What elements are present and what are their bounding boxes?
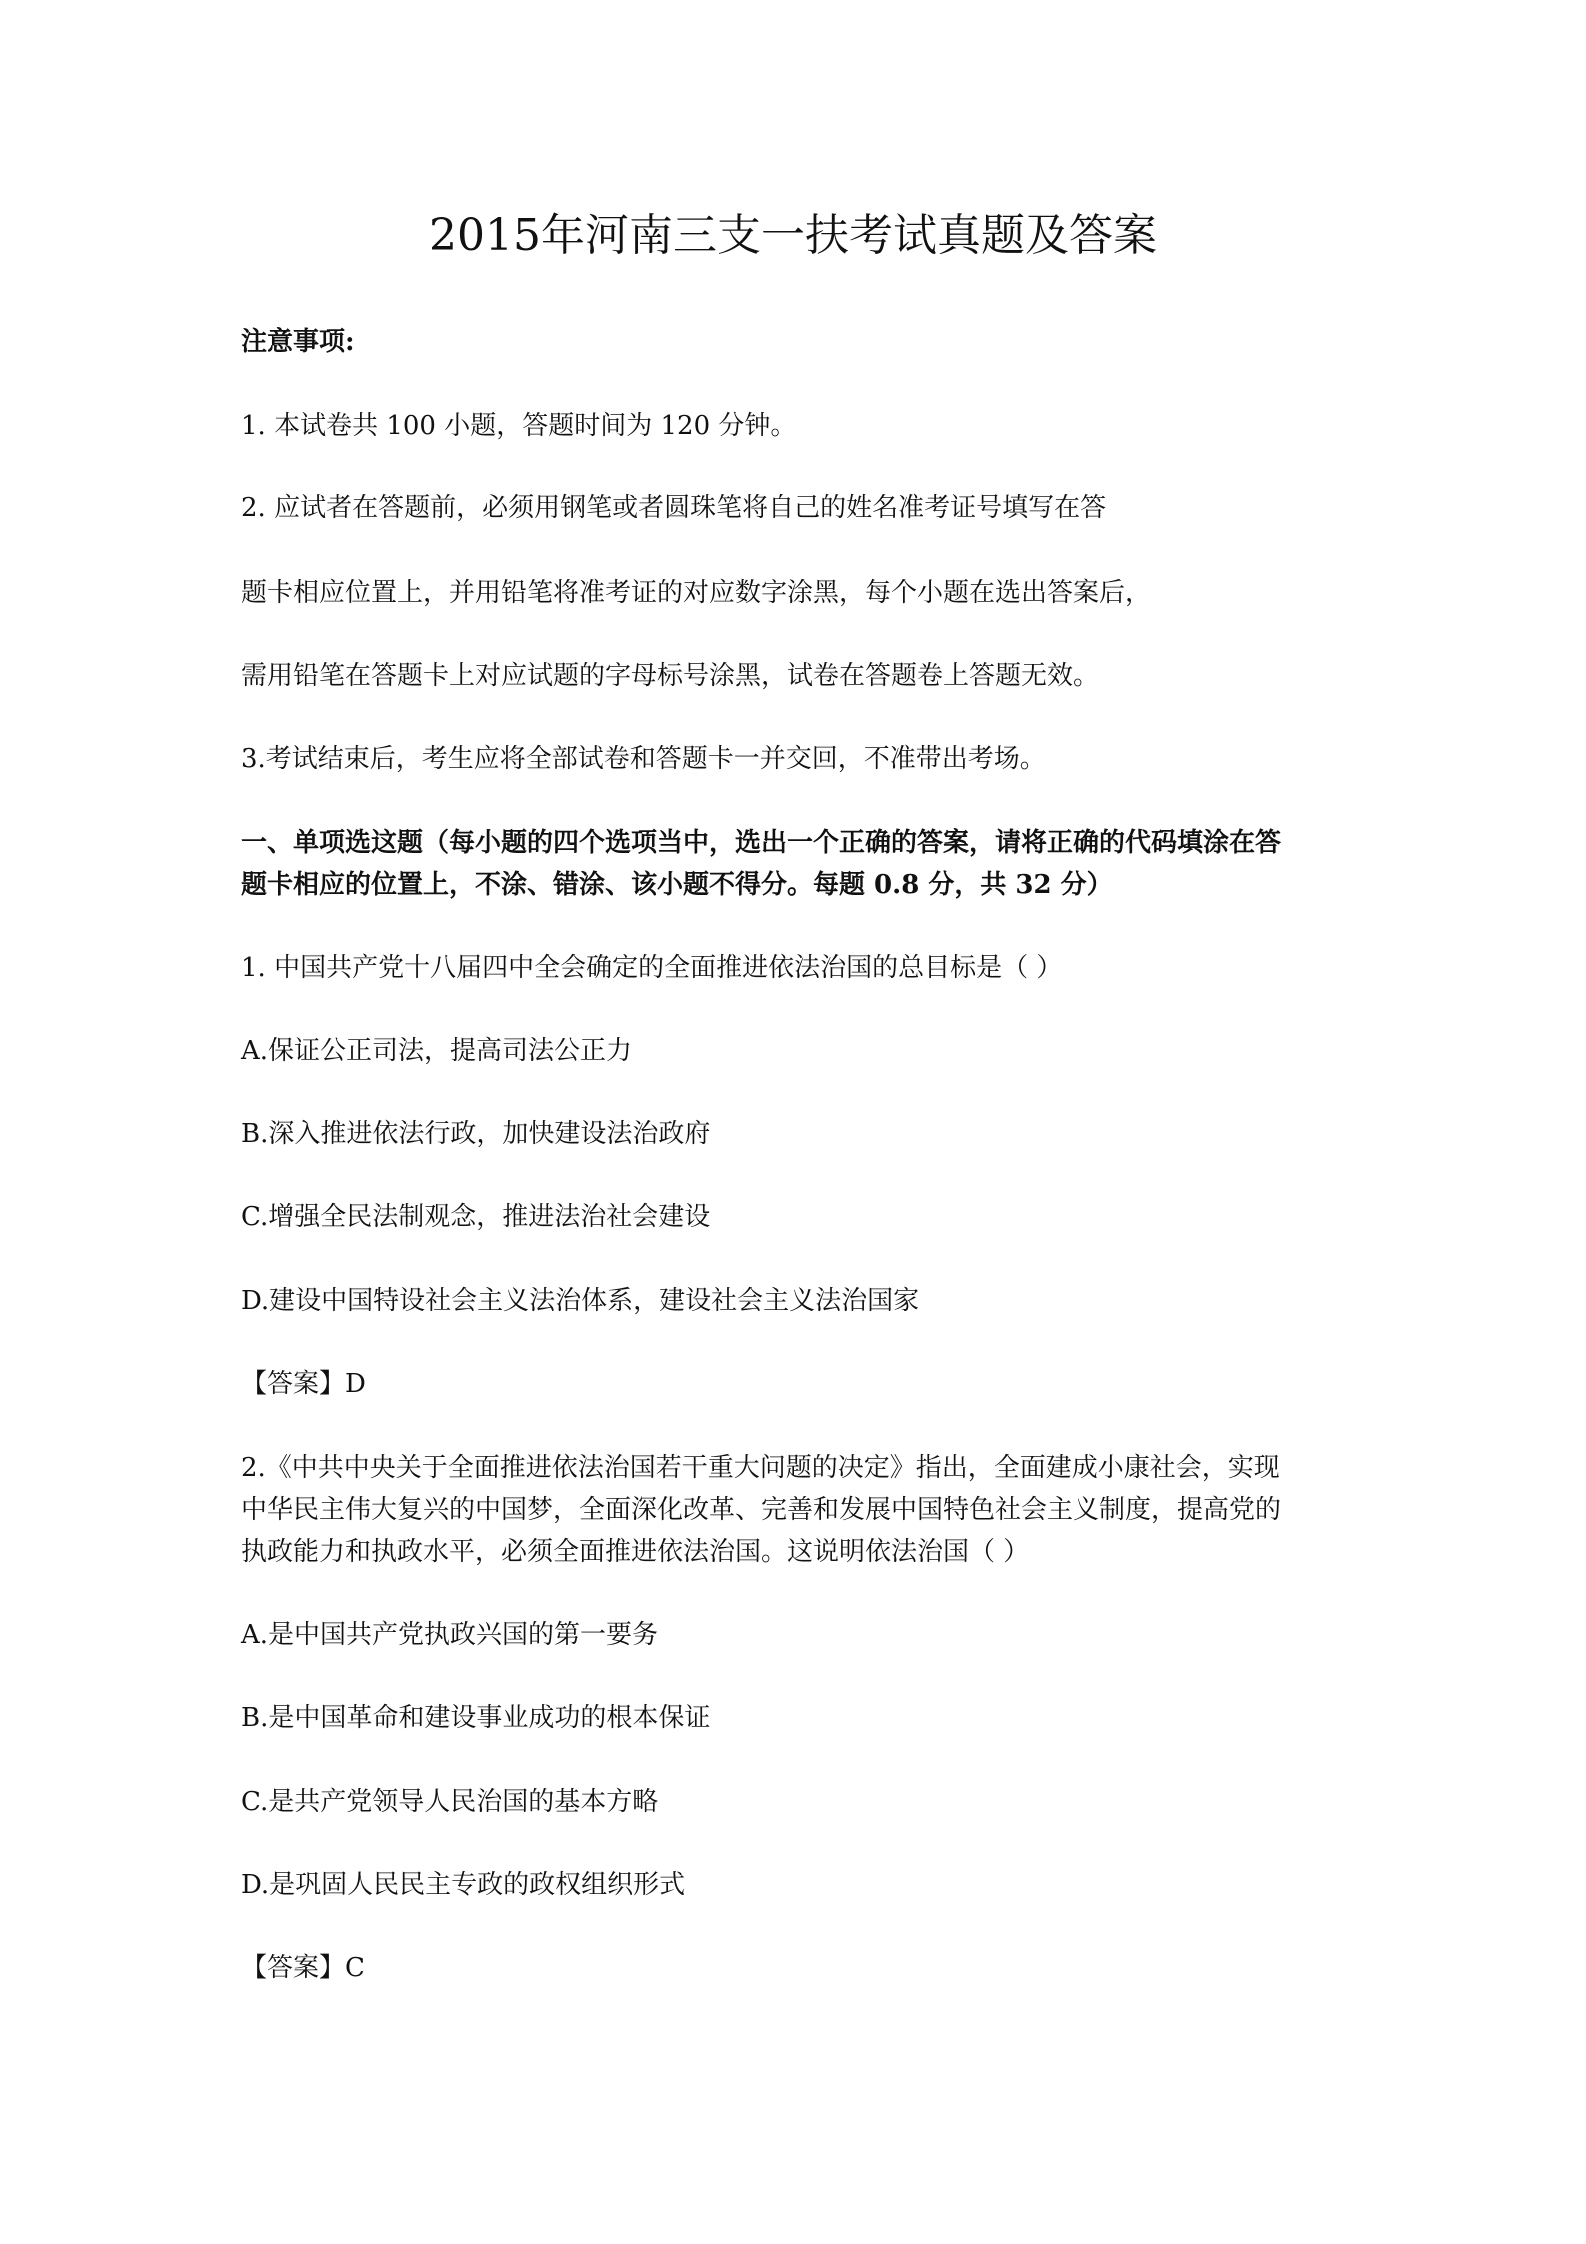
question-2-answer: 【答案】C — [241, 1953, 365, 1983]
note-line-4: 需用铅笔在答题卡上对应试题的字母标号涂黑，试卷在答题卷上答题无效。 — [241, 661, 1100, 691]
question-2-option-c: C.是共产党领导人民治国的基本方略 — [241, 1787, 659, 1817]
note-line-5: 3.考试结束后，考生应将全部试卷和答题卡一并交回，不准带出考场。 — [241, 744, 1046, 774]
note-line-2: 2. 应试者在答题前，必须用钢笔或者圆珠笔将自己的姓名准考证号填写在答 — [241, 493, 1107, 523]
question-2-stem-line-2: 中华民主伟大复兴的中国梦，全面深化改革、完善和发展中国特色社会主义制度，提高党的 — [241, 1495, 1282, 1525]
note-line-3: 题卡相应位置上，并用铅笔将准考证的对应数字涂黑，每个小题在选出答案后， — [241, 578, 1152, 608]
page-title: 2015年河南三支一扶考试真题及答案 — [429, 210, 1157, 261]
question-1-option-b: B.深入推进依法行政，加快建设法治政府 — [241, 1119, 711, 1149]
question-1-option-a: A.保证公正司法，提高司法公正力 — [241, 1036, 633, 1066]
question-1-option-c: C.增强全民法制观念，推进法治社会建设 — [241, 1202, 711, 1232]
question-2-option-d: D.是巩固人民民主专政的政权组织形式 — [241, 1870, 686, 1900]
question-2-option-b: B.是中国革命和建设事业成功的根本保证 — [241, 1703, 711, 1733]
section-heading-line-1: 一、单项选这题（每小题的四个选项当中，选出一个正确的答案，请将正确的代码填涂在答 — [241, 828, 1282, 858]
notes-heading: 注意事项: — [241, 327, 355, 357]
question-1-stem: 1. 中国共产党十八届四中全会确定的全面推进依法治国的总目标是（ ） — [241, 953, 1063, 983]
question-1-option-d: D.建设中国特设社会主义法治体系，建设社会主义法治国家 — [241, 1286, 920, 1316]
note-line-1: 1. 本试卷共 100 小题，答题时间为 120 分钟。 — [241, 411, 797, 441]
question-1-answer: 【答案】D — [241, 1369, 366, 1399]
section-heading-line-2: 题卡相应的位置上，不涂、错涂、该小题不得分。每题 0.8 分，共 32 分） — [241, 870, 1113, 900]
question-2-option-a: A.是中国共产党执政兴国的第一要务 — [241, 1620, 659, 1650]
question-2-stem-line-1: 2.《中共中央关于全面推进依法治国若干重大问题的决定》指出，全面建成小康社会，实现 — [241, 1453, 1280, 1483]
question-2-stem-line-3: 执政能力和执政水平，必须全面推进依法治国。这说明依法治国（ ） — [241, 1537, 1030, 1567]
